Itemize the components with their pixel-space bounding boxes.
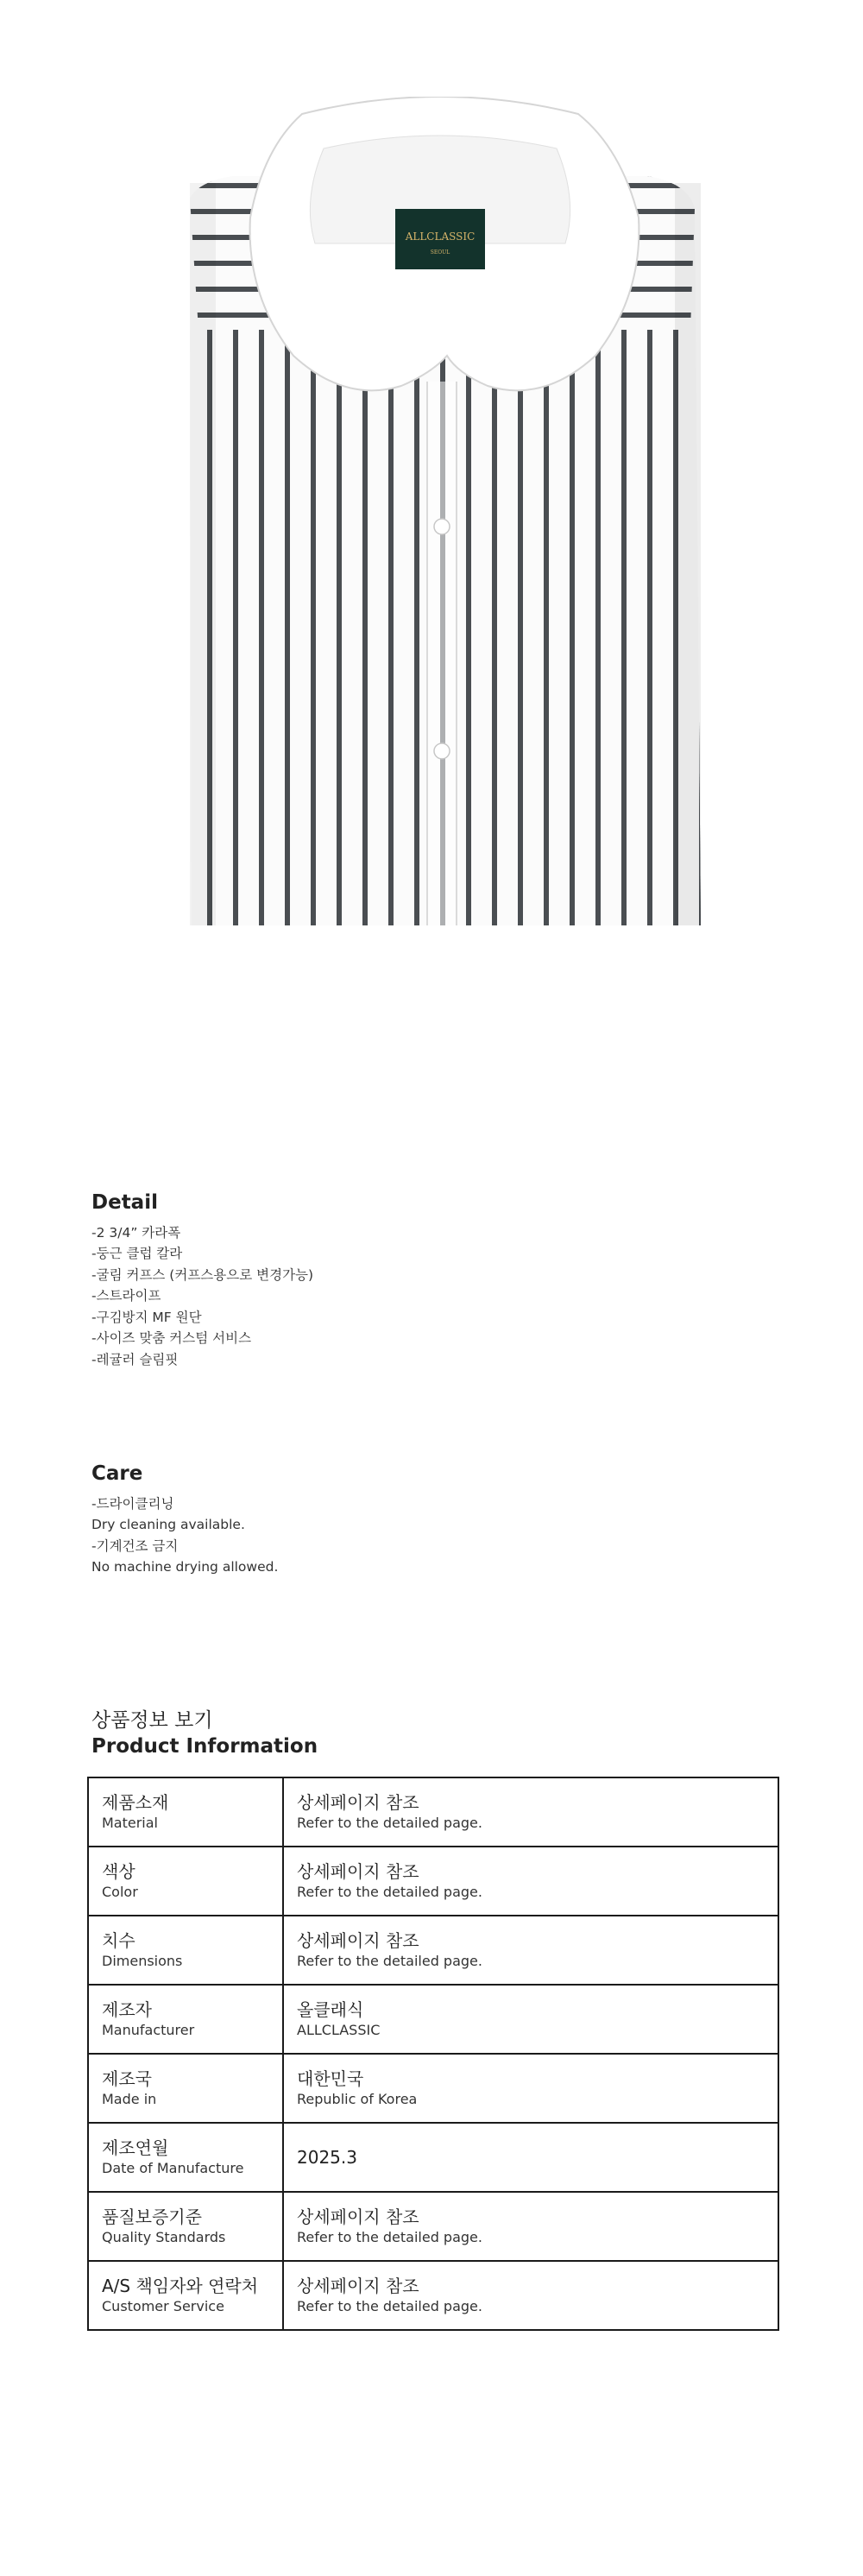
label-en: Dimensions (102, 1953, 183, 1969)
table-row (88, 2054, 778, 2123)
care-line: No machine drying allowed. (91, 1559, 279, 1575)
row-value (283, 1985, 778, 2054)
care-line: -기계건조 금지 (91, 1537, 179, 1554)
detail-line: -둥근 클럽 칼라 (91, 1246, 183, 1262)
label-ko: 제품소재 (102, 1792, 169, 1813)
label-ko: 품질보증기준 (102, 2207, 202, 2227)
row-label (88, 1777, 283, 1847)
detail-line: -레귤러 슬림핏 (91, 1351, 179, 1367)
table-row (88, 1985, 778, 2054)
row-value (283, 1916, 778, 1985)
product-info-heading-ko: 상품정보 보기 (91, 1709, 213, 1732)
value-ko: 상세페이지 참조 (297, 1861, 419, 1882)
label-en: Date of Manufacture (102, 2160, 244, 2176)
label-en: Material (102, 1815, 158, 1831)
detail-line: -사이즈 맞춤 커스텀 서비스 (91, 1330, 252, 1347)
row-value (283, 2054, 778, 2123)
row-value (283, 1847, 778, 1916)
value-en: Refer to the detailed page. (297, 1953, 482, 1969)
row-label (88, 2054, 283, 2123)
label-ko: A/S 책임자와 연락처 (102, 2276, 259, 2296)
label-ko: 제조자 (102, 1999, 152, 2020)
row-label (88, 2261, 283, 2330)
row-value (283, 2192, 778, 2261)
table-row (88, 2192, 778, 2261)
value-en: Refer to the detailed page. (297, 2298, 482, 2314)
detail-title: Detail (91, 1191, 158, 1214)
value-ko: 올클래식 (297, 1999, 364, 2020)
label-en: Manufacturer (102, 2022, 195, 2038)
table-row (88, 1847, 778, 1916)
value-ko: 상세페이지 참조 (297, 2207, 419, 2227)
care-line: Dry cleaning available. (91, 1517, 245, 1533)
table-row (88, 1916, 778, 1985)
label-sub-text: SEOUL (430, 249, 450, 256)
row-value (283, 2261, 778, 2330)
row-label (88, 1916, 283, 1985)
label-en: Made in (102, 2091, 157, 2107)
product-info-heading (91, 1708, 318, 1759)
label-ko: 색상 (102, 1861, 135, 1882)
detail-section (91, 1191, 313, 1370)
value-ko: 상세페이지 참조 (297, 1792, 419, 1813)
detail-line: -구김방지 MF 원단 (91, 1309, 202, 1325)
table-row (88, 2261, 778, 2330)
value-en: Republic of Korea (297, 2091, 418, 2107)
value-ko: 상세페이지 참조 (297, 1930, 419, 1951)
value-ko: 상세페이지 참조 (297, 2276, 419, 2296)
detail-line: -2 3/4” 카라폭 (91, 1224, 181, 1241)
label-en: Customer Service (102, 2298, 224, 2314)
care-line: -드라이클리닝 (91, 1495, 174, 1512)
row-label (88, 2123, 283, 2192)
value-en: Refer to the detailed page. (297, 1815, 482, 1831)
table-row (88, 2123, 778, 2192)
label-ko: 제조국 (102, 2068, 152, 2089)
row-value (283, 1777, 778, 1847)
detail-line: -굴림 커프스 (커프스용으로 변경가능) (91, 1266, 314, 1283)
detail-line: -스트라이프 (91, 1288, 161, 1304)
row-value (283, 2123, 778, 2192)
row-label (88, 1847, 283, 1916)
row-label (88, 2192, 283, 2261)
table-row (88, 1777, 778, 1847)
product-info-table (87, 1777, 779, 2331)
value-en: Refer to the detailed page. (297, 2229, 482, 2245)
label-brand-text: ALLCLASSIC (405, 230, 476, 243)
product-image (173, 97, 708, 925)
care-title: Care (91, 1462, 143, 1485)
label-ko: 제조연월 (102, 2137, 169, 2158)
label-en: Color (102, 1884, 138, 1900)
value-ko: 대한민국 (297, 2068, 364, 2089)
care-section (91, 1462, 278, 1578)
value-ko: 2025.3 (297, 2147, 357, 2168)
value-en: Refer to the detailed page. (297, 1884, 482, 1900)
label-en: Quality Standards (102, 2229, 226, 2245)
row-label (88, 1985, 283, 2054)
value-en: ALLCLASSIC (297, 2022, 381, 2038)
label-ko: 치수 (102, 1930, 135, 1951)
product-info-heading-en: Product Information (91, 1735, 318, 1758)
